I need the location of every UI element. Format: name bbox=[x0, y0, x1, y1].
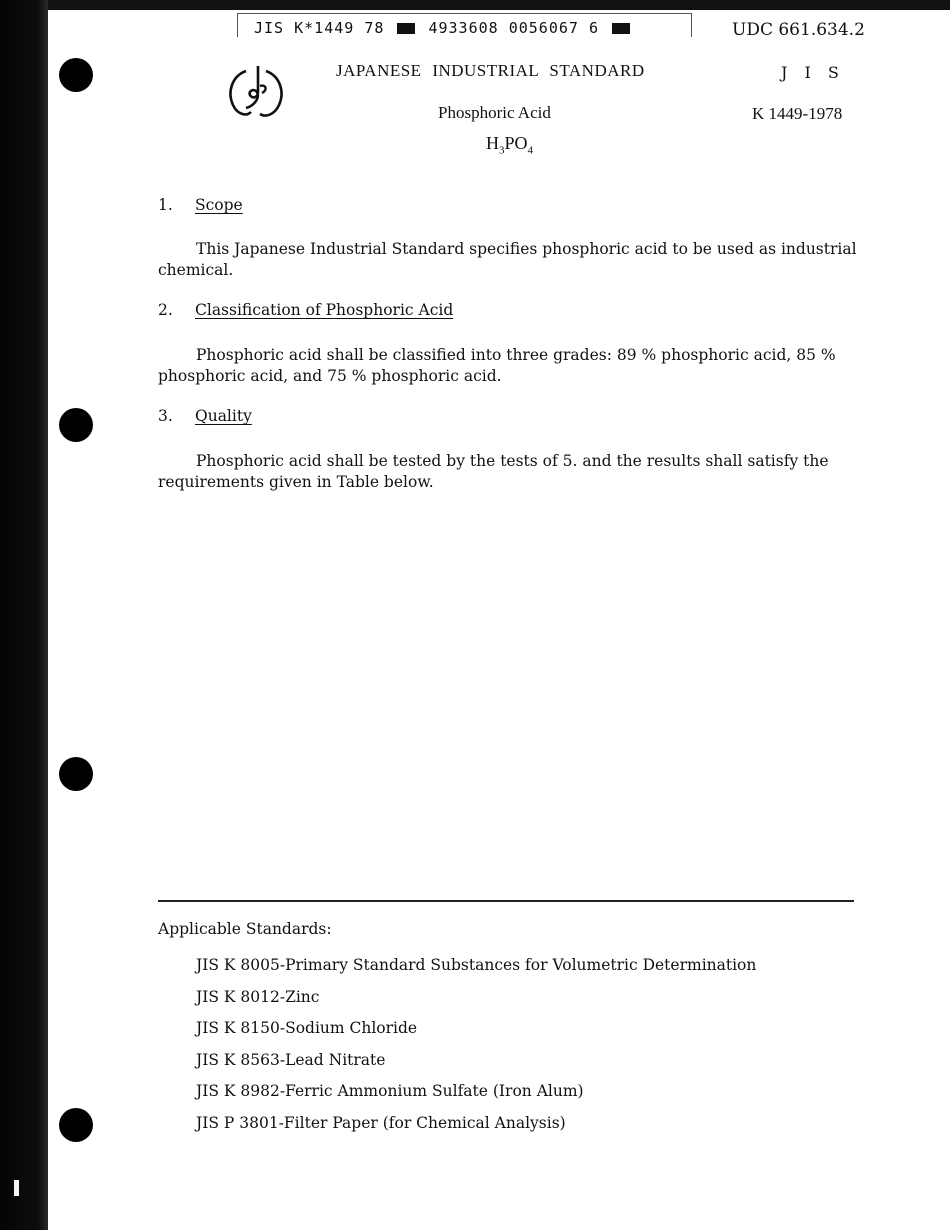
standard-number: K 1449-1978 bbox=[752, 104, 843, 123]
scan-code-left: JIS K*1449 78 bbox=[254, 19, 385, 37]
punch-hole bbox=[59, 58, 93, 92]
list-item: JIS K 8563-Lead Nitrate bbox=[196, 1050, 386, 1069]
list-item: JIS K 8005-Primary Standard Substances for Volumetric Determination bbox=[196, 956, 757, 974]
applicable-standards-heading: Applicable Standards: bbox=[158, 920, 332, 938]
scan-code-header bbox=[237, 13, 692, 37]
section-paragraph: Phosphoric acid shall be tested by the tests of 5. and the results shall satisfy the requirements given in Table below. bbox=[158, 452, 829, 491]
section-paragraph: Phosphoric acid shall be classified into three grades: 89 % phosphoric acid, 85 % phosphoric acid, and 75 % phosphoric acid. bbox=[158, 346, 836, 385]
list-item: JIS K 8012-Zinc bbox=[196, 987, 320, 1006]
section-number: 1. bbox=[158, 196, 173, 214]
section-number: 2. bbox=[158, 301, 173, 319]
section-title-scope: Scope bbox=[195, 196, 243, 214]
section-title-quality: Quality bbox=[195, 407, 252, 425]
udc-number: UDC 661.634.2 bbox=[732, 20, 865, 40]
list-item: JIS K 8982-Ferric Ammonium Sulfate (Iron Alum) bbox=[196, 1082, 584, 1101]
punch-hole bbox=[59, 408, 93, 442]
section-number: 3. bbox=[158, 407, 173, 425]
jis-mark: J I S bbox=[781, 63, 845, 82]
redaction-block bbox=[397, 23, 415, 34]
scan-top-strip bbox=[48, 0, 950, 10]
punch-hole bbox=[59, 757, 93, 791]
list-item: JIS P 3801-Filter Paper (for Chemical Analysis) bbox=[196, 1113, 566, 1132]
applicable-standards-list bbox=[196, 954, 756, 1144]
section-title-classification: Classification of Phosphoric Acid bbox=[195, 301, 454, 319]
list-item: JIS K 8150-Sodium Chloride bbox=[196, 1019, 418, 1038]
chemical-formula: $H_3PO_4$ bbox=[486, 133, 534, 157]
redaction-block bbox=[612, 23, 630, 34]
punch-hole bbox=[59, 1108, 93, 1142]
scan-edge bbox=[0, 0, 48, 1230]
organization-title: JAPANESE INDUSTRIAL STANDARD bbox=[336, 61, 645, 80]
document-title: Phosphoric Acid bbox=[438, 103, 551, 122]
jis-logo-icon bbox=[224, 62, 288, 124]
footnote-divider bbox=[158, 900, 854, 902]
scan-code-mid: 4933608 0056067 6 bbox=[428, 19, 599, 37]
scan-edge-mark bbox=[14, 1180, 19, 1196]
section-paragraph: This Japanese Industrial Standard specifies phosphoric acid to be used as industrial chemical. bbox=[158, 240, 857, 279]
